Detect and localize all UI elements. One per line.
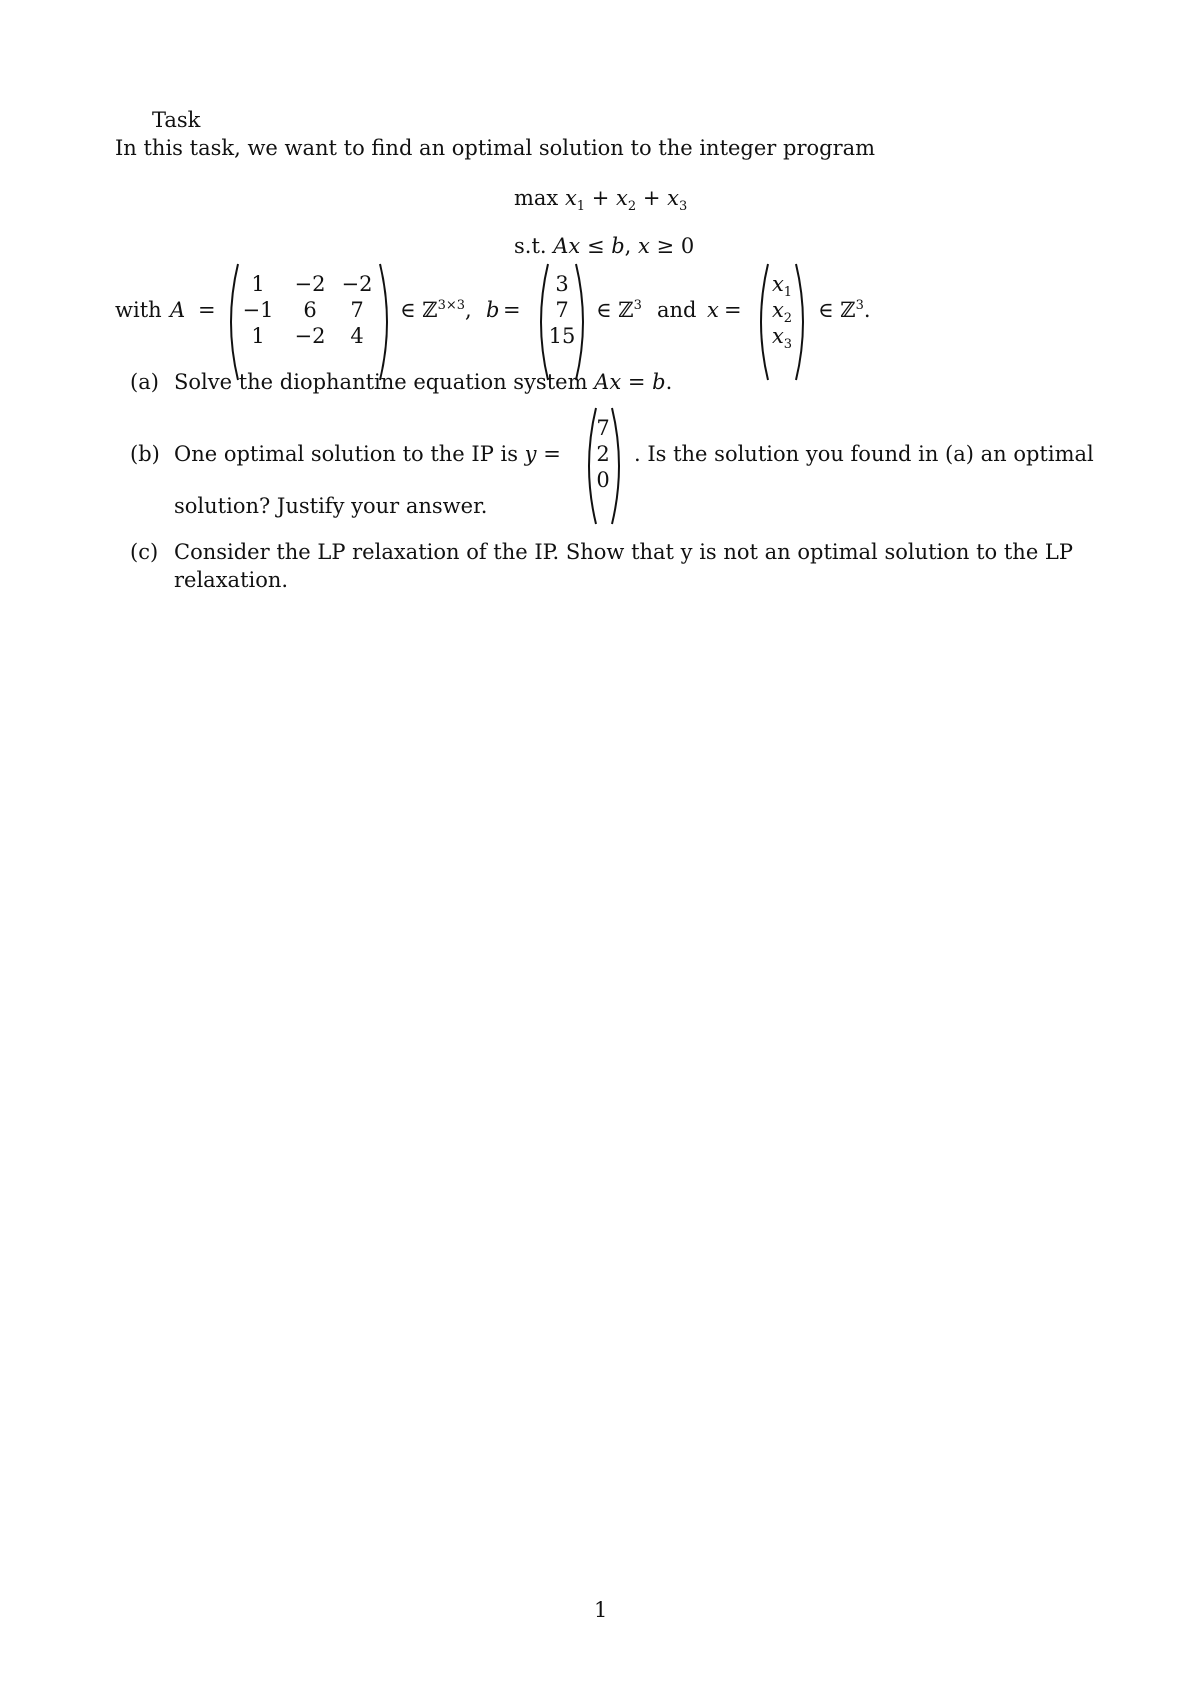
objective-prefix: max [514, 186, 565, 210]
part-c-label: (c) [130, 540, 159, 564]
vector-b-name: b [486, 298, 500, 322]
left-paren-icon [222, 262, 242, 382]
right-paren-icon [376, 262, 396, 382]
intro-text: In this task, we want to find an optimal solution to the integer program [115, 136, 876, 160]
objective-line: $\max x_1 + x_2 + x_3$ [514, 186, 688, 215]
vector-x-name: x [707, 298, 719, 322]
part-b-text: One optimal solution to the IP is y = [174, 442, 561, 466]
part-b-line2: solution? Justify your answer. [174, 494, 488, 518]
matrix-a-name: A [170, 298, 186, 322]
right-paren-icon [608, 406, 628, 526]
task-title: Task [152, 108, 201, 132]
part-b-label: (b) [130, 442, 160, 466]
page-number: 1 [594, 1598, 608, 1622]
right-paren-icon [792, 262, 812, 382]
right-paren-icon [572, 262, 592, 382]
part-a-label: (a) [130, 370, 159, 394]
part-c-line2: relaxation. [174, 568, 289, 592]
with-word: with [115, 298, 162, 322]
part-c-line1: Consider the LP relaxation of the IP. Show that y is not an optimal solution to the LP [174, 540, 1074, 564]
part-a-text: Solve the diophantine equation system Ax = b. [174, 370, 673, 394]
part-b-question: . Is the solution you found in (a) an optimal [634, 442, 1094, 466]
constraint-line: s.t. Ax ≤ b, x ≥ 0 [514, 234, 695, 258]
